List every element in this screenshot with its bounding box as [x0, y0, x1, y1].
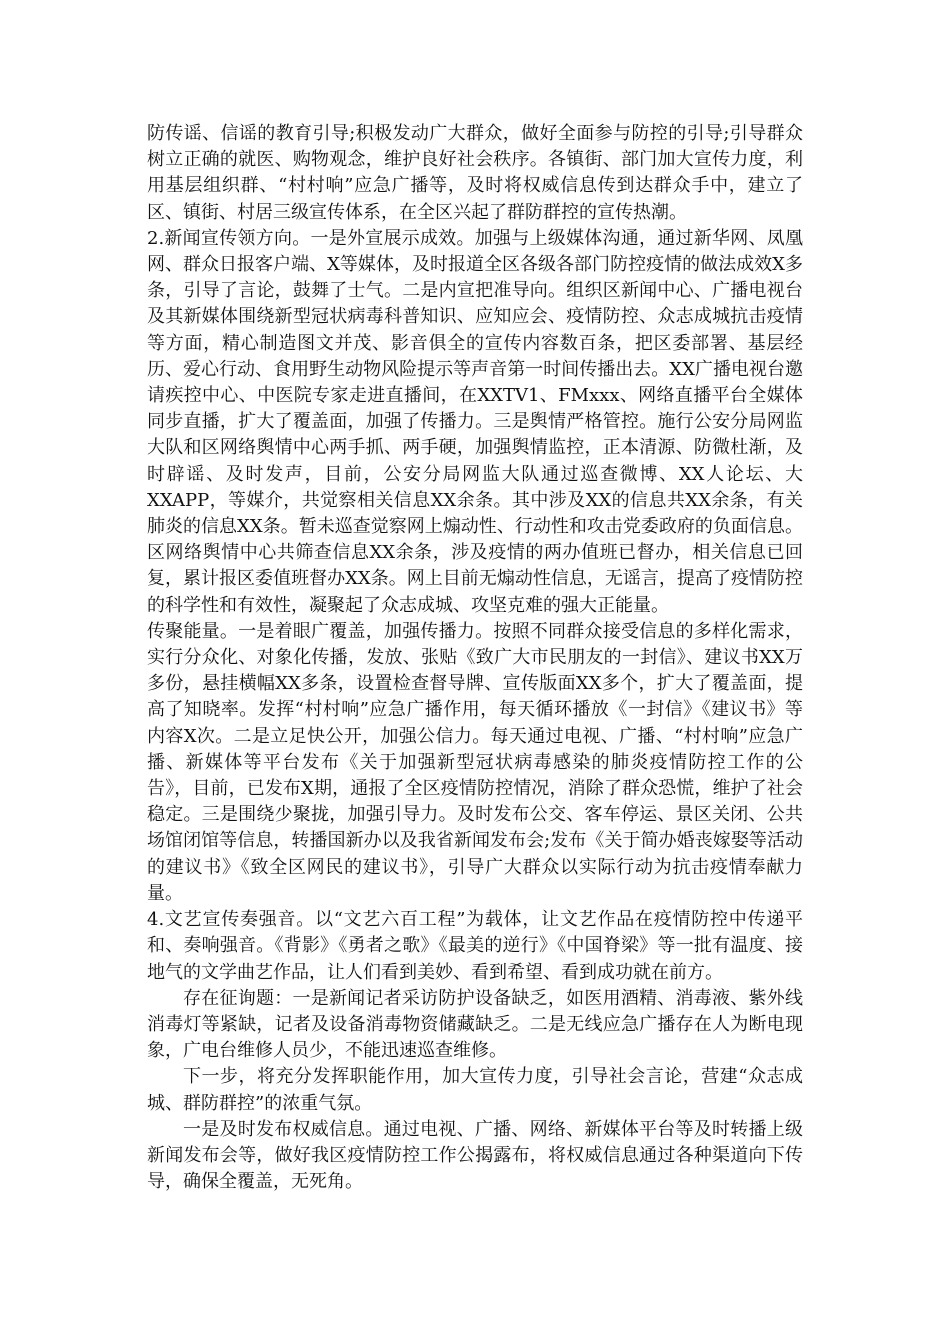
paragraph-6: 下一步，将充分发挥职能作用，加大宣传力度，引导社会言论，营建“众志成城、群防群控”的浓重气氛。 [147, 1066, 803, 1114]
paragraph-1: 防传谣、信谣的教育引导;积极发动广大群众，做好全面参与防控的引导;引导群众树立正确的就医、购物观念，维护良好社会秩序。各镇街、部门加大宣传力度，利用基层组织群、“村村响”应急广播等，及时将权威信息传到达群众手中，建立了区、镇街、村居三级宣传体系，在全区兴起了群防群控的宣传热潮。 [147, 123, 803, 223]
document-body [147, 121, 803, 1195]
paragraph-2: 2.新闻宣传领方向。一是外宣展示成效。加强与上级媒体沟通，通过新华网、凤凰网、群众日报客户端、X等媒体，及时报道全区各级各部门防控疫情的做法成效X多条，引导了言论，鼓舞了士气。二是内宣把准导向。组织区新闻中心、广播电视台及其新媒体围绕新型冠状病毒科普知识、应知应会、疫情防控、众志成城抗击疫情等方面，精心制造图文并茂、影音俱全的宣传内容数百条，把区委部署、基层经历、爱心行动、食用野生动物风险提示等声音第一时间传播出去。XX广播电视台邀请疾控中心、中医院专家走进直播间，在XXTV1、FMxxx、网络直播平台全媒体同步直播，扩大了覆盖面，加强了传播力。三是舆情严格管控。施行公安分局网监大队和区网络舆情中心两手抓、两手硬，加强舆情监控，正本清源、防微杜渐，及时辟谣、及时发声，目前，公安分局网监大队通过巡查微博、XX人论坛、大XXAPP，等媒介，共觉察相关信息XX余条。其中涉及XX的信息共XX余条，有关肺炎的信息XX条。暂未巡查觉察网上煽动性、行动性和攻击党委政府的负面信息。区网络舆情中心共筛查信息XX余条，涉及疫情的两办值班已督办，相关信息已回复，累计报区委值班督办XX条。网上目前无煽动性信息，无谣言，提高了疫情防控的科学性和有效性，凝聚起了众志成城、攻坚克难的强大正能量。 [147, 227, 803, 616]
paragraph-5: 存在征询题：一是新闻记者采访防护设备缺乏，如医用酒精、消毒液、紫外线消毒灯等紧缺，记者及设备消毒物资储藏缺乏。二是无线应急广播存在人为断电现象，广电台维修人员少，不能迅速巡查维修。 [147, 987, 803, 1062]
paragraph-3: 传聚能量。一是着眼广覆盖，加强传播力。按照不同群众接受信息的多样化需求，实行分众化、对象化传播，发放、张贴《致广大市民朋友的一封信》、建议书XX万多份，悬挂横幅XX多条，设置检查督导牌、宣传版面XX多个，扩大了覆盖面，提高了知晓率。发挥“村村响”应急广播作用，每天循环播放《一封信》《建议书》等内容X次。二是立足快公开，加强公信力。每天通过电视、广播、“村村响”应急广播、新媒体等平台发布《关于加强新型冠状病毒感染的肺炎疫情防控工作的公告》，目前，已发布X期，通报了全区疫情防控情况，消除了群众恐慌，维护了社会稳定。三是围绕少聚拢，加强引导力。及时发布公交、客车停运、景区关闭、公共场馆闭馆等信息，转播国新办以及我省新闻发布会;发布《关于简办婚丧嫁娶等活动的建议书》《致全区网民的建议书》，引导广大群众以实际行动为抗击疫情奉献力量。 [147, 620, 803, 904]
paragraph-4: 4.文艺宣传奏强音。以“文艺六百工程”为载体，让文艺作品在疫情防控中传递平和、奏响强音。《背影》《勇者之歌》《最美的逆行》《中国脊梁》等一批有温度、接地气的文学曲艺作品，让人们看到美妙、看到希望、看到成功就在前方。 [147, 909, 803, 983]
paragraph-7: 一是及时发布权威信息。通过电视、广播、网络、新媒体平台等及时转播上级新闻发布会等，做好我区疫情防控工作公揭露布，将权威信息通过各种渠道向下传导，确保全覆盖，无死角。 [147, 1118, 803, 1193]
